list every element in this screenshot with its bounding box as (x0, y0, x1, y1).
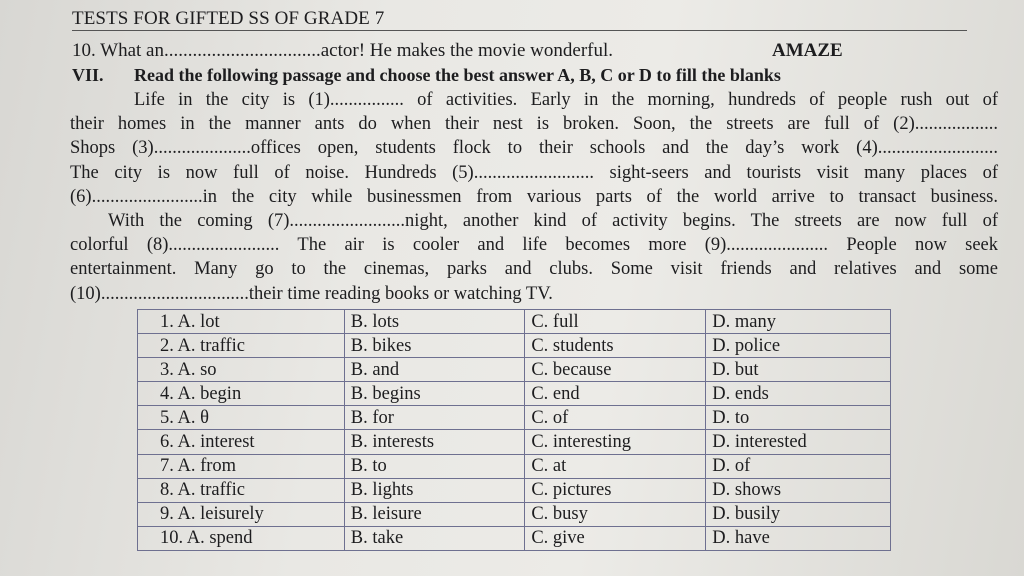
option-b: B. leisure (344, 502, 525, 526)
option-a: 4. A. begin (138, 382, 345, 406)
option-c: C. students (525, 334, 706, 358)
table-row (138, 454, 891, 478)
passage-line: The city is now full of noise. Hundreds (5).......................... sight-seers and tourists visit many places of (70, 162, 998, 183)
table-row (138, 526, 891, 550)
table-row (138, 502, 891, 526)
option-b: B. begins (344, 382, 525, 406)
option-b: B. interests (344, 430, 525, 454)
option-d: D. ends (706, 382, 891, 406)
option-c: C. interesting (525, 430, 706, 454)
option-d: D. have (706, 526, 891, 550)
table-row (138, 430, 891, 454)
option-d: D. but (706, 358, 891, 382)
passage-line: (6)........................in the city while businessmen from various parts of the world arrive to transact business. (70, 186, 998, 207)
option-a: 2. A. traffic (138, 334, 345, 358)
passage-line: Shops (3).....................offices open, students flock to their schools and the day’s work (4).......................... (70, 138, 998, 159)
option-c: C. full (525, 310, 706, 334)
option-c: C. end (525, 382, 706, 406)
table-row (138, 358, 891, 382)
option-a: 5. A. θ (138, 406, 345, 430)
passage-line: (10)................................their time reading books or watching TV. (70, 283, 553, 304)
table-row (138, 334, 891, 358)
option-a: 10. A. spend (138, 526, 345, 550)
option-a: 3. A. so (138, 358, 345, 382)
table-row (138, 310, 891, 334)
header-rule (72, 30, 967, 31)
option-b: B. bikes (344, 334, 525, 358)
passage-line: Life in the city is (1)................ of activities. Early in the morning, hundreds of people rush out of (134, 90, 998, 110)
option-b: B. to (344, 454, 525, 478)
option-d: D. of (706, 454, 891, 478)
passage-line: entertainment. Many go to the cinemas, parks and clubs. Some visit friends and relatives and some (70, 259, 998, 280)
option-d: D. police (706, 334, 891, 358)
option-d: D. interested (706, 430, 891, 454)
option-c: C. at (525, 454, 706, 478)
option-b: B. for (344, 406, 525, 430)
table-row (138, 382, 891, 406)
passage-line: colorful (8)........................ The air is cooler and life becomes more (9)...................... People now seek (70, 235, 998, 256)
reading-passage (70, 88, 998, 306)
option-a: 9. A. leisurely (138, 502, 345, 526)
table-row (138, 478, 891, 502)
passage-line: With the coming (7).........................night, another kind of activity begins. The streets are now full of (108, 211, 998, 232)
option-c: C. pictures (525, 478, 706, 502)
option-a: 1. A. lot (138, 310, 345, 334)
option-d: D. busily (706, 502, 891, 526)
section-heading (72, 65, 781, 86)
question-10: 10. What an.................................actor! He makes the movie wonderful. (72, 40, 614, 61)
option-c: C. busy (525, 502, 706, 526)
option-b: B. lights (344, 478, 525, 502)
option-b: B. take (344, 526, 525, 550)
word-form-keyword: AMAZE (772, 40, 843, 61)
passage-line: their homes in the manner ants do when their nest is broken. Soon, the streets are full of (2).................. (70, 114, 998, 135)
page-header: TESTS FOR GIFTED SS OF GRADE 7 (72, 8, 385, 29)
option-c: C. because (525, 358, 706, 382)
option-b: B. and (344, 358, 525, 382)
option-a: 6. A. interest (138, 430, 345, 454)
option-d: D. many (706, 310, 891, 334)
answer-options-table (137, 309, 891, 551)
section-number: VII. (72, 65, 104, 85)
option-c: C. give (525, 526, 706, 550)
option-b: B. lots (344, 310, 525, 334)
option-a: 8. A. traffic (138, 478, 345, 502)
section-instruction: Read the following passage and choose the best answer A, B, C or D to fill the blanks (134, 65, 781, 85)
option-c: C. of (525, 406, 706, 430)
option-d: D. to (706, 406, 891, 430)
table-row (138, 406, 891, 430)
option-a: 7. A. from (138, 454, 345, 478)
option-d: D. shows (706, 478, 891, 502)
